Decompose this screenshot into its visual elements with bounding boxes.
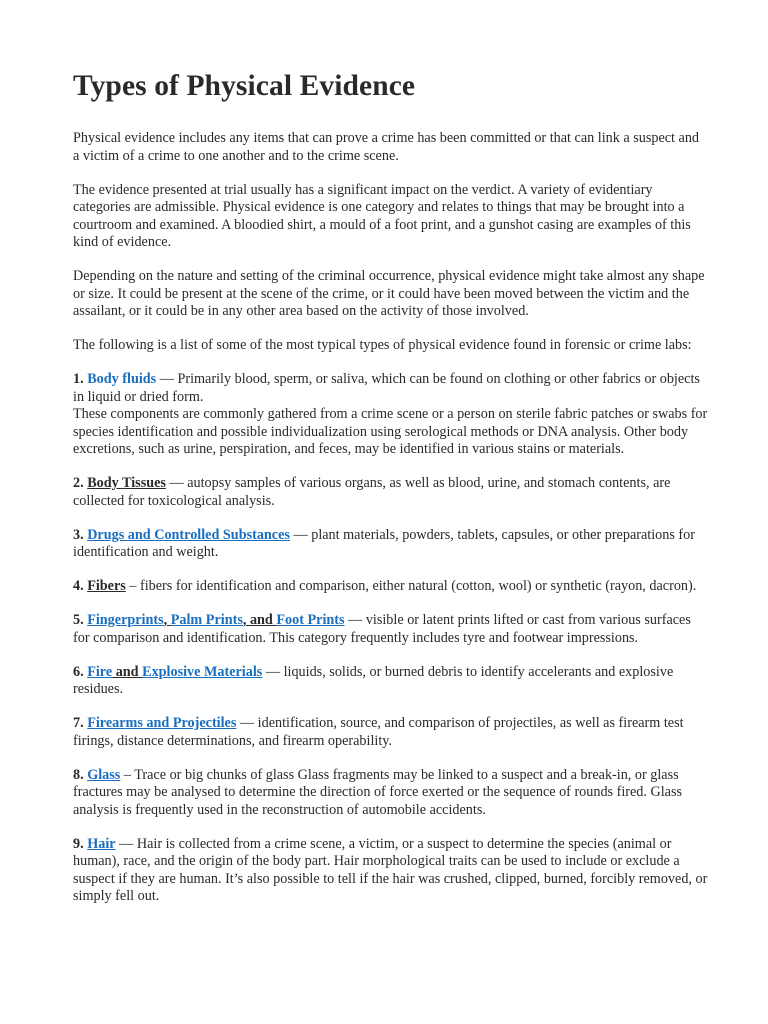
list-item-firearms — [73, 715, 708, 750]
item-text: – Trace or big chunks of glass Glass fragments may be linked to a suspect and a break-in, or glass fractures may be analysed to determine the direction of force exerted or the sequence of rounds fired. Glass analysis is frequently used in the reconstruction of automobile accidents. — [73, 766, 683, 818]
item-number: 9. — [73, 835, 84, 852]
intro-paragraph-2: The evidence presented at trial usually has a significant impact on the verdict. A variety of evidentiary categories are admissible. Physical evidence is one category and relates to things that may be brought into a courtroom and examined. A bloodied shirt, a mould of a foot print, and a gunshot casing are examples of this kind of evidence. — [73, 181, 691, 250]
item-text: — identification, source, and comparison of projectiles, as well as firearm test firings, distance determinations, and firearm operability. — [73, 715, 684, 749]
list-item-body-tissues — [73, 475, 708, 510]
item-number: 2. — [73, 475, 84, 491]
item-text: — Hair is collected from a crime scene, a victim, or a suspect to determine the species (animal or human), race, and the origin of the body part. Hair morphological traits can be used to include or exclude a suspect if they are human. It’s also possible to tell if the hair was crushed, clipped, burned, forcibly removed, or simply fell out. — [73, 835, 708, 904]
list-item-prints — [73, 612, 708, 647]
item-text: — visible or latent prints lifted or cast from various surfaces for comparison and identification. This category frequently includes tyre and footwear impressions. — [73, 612, 691, 646]
item-text: — Primarily blood, sperm, or saliva, which can be found on clothing or other fabrics or objects in liquid or dried form. — [73, 371, 700, 405]
glass-link[interactable]: Glass — [87, 766, 121, 783]
item-number: 1. — [73, 371, 84, 387]
fingerprints-link[interactable]: Fingerprints — [87, 612, 164, 628]
list-item-fire-explosives — [73, 664, 708, 699]
item-extra-text: These components are commonly gathered from a crime scene or a person on sterile fabric patches or swabs for species identification and possible individualization using serological methods or DNA analysis. Other body excretions, such as urine, perspiration, and feces, may be identified in various stains or materials. — [73, 406, 708, 457]
list-item-hair — [73, 836, 708, 906]
item-text: — liquids, solids, or burned debris to identify accelerants and explosive residues. — [73, 663, 674, 697]
item-number: 8. — [73, 766, 84, 783]
item-text: – fibers for identification and comparison, either natural (cotton, wool) or synthetic (rayon, dacron). — [125, 578, 697, 594]
body-fluids-link[interactable]: Body fluids — [87, 371, 157, 387]
list-item-body-fluids — [73, 371, 708, 459]
list-item-fibers — [73, 578, 708, 596]
body-tissues-term: Body Tissues — [87, 475, 166, 491]
foot-prints-link[interactable]: Foot Prints — [276, 612, 345, 628]
item-number: 7. — [73, 715, 84, 731]
list-item-glass — [73, 767, 708, 820]
intro-paragraph-4: The following is a list of some of the most typical types of physical evidence found in forensic or crime labs: — [73, 337, 692, 353]
fibers-term: Fibers — [87, 578, 126, 594]
intro-paragraph-1: Physical evidence includes any items that can prove a crime has been committed or that can link a suspect and a victim of a crime to one another and to the crime scene. — [73, 130, 700, 164]
explosive-materials-link[interactable]: Explosive Materials — [142, 663, 263, 680]
page-title: Types of Physical Evidence — [73, 70, 416, 102]
item-number: 5. — [73, 612, 84, 628]
item-number: 4. — [73, 578, 84, 594]
list-item-drugs — [73, 527, 708, 562]
item-text: — autopsy samples of various organs, as well as blood, urine, and stomach contents, are collected for toxicological analysis. — [73, 475, 671, 509]
separator: , and — [242, 612, 277, 628]
palm-prints-link[interactable]: Palm Prints — [170, 612, 243, 628]
intro-paragraph-3: Depending on the nature and setting of the criminal occurrence, physical evidence might take almost any shape or size. It could be present at the scene of the crime, or it could have been moved between the victim and the assailant, or it could be in any other area based on the activity of those involved. — [73, 268, 705, 319]
separator: , — [163, 612, 171, 628]
fire-link[interactable]: Fire — [87, 663, 113, 680]
item-number: 3. — [73, 526, 84, 543]
item-text: — plant materials, powders, tablets, capsules, or other preparations for identification and weight. — [73, 526, 695, 560]
separator: and — [112, 663, 143, 680]
drugs-link[interactable]: Drugs and Controlled Substances — [87, 526, 290, 543]
item-number: 6. — [73, 663, 84, 680]
firearms-link[interactable]: Firearms and Projectiles — [87, 715, 237, 731]
hair-link[interactable]: Hair — [87, 835, 116, 852]
